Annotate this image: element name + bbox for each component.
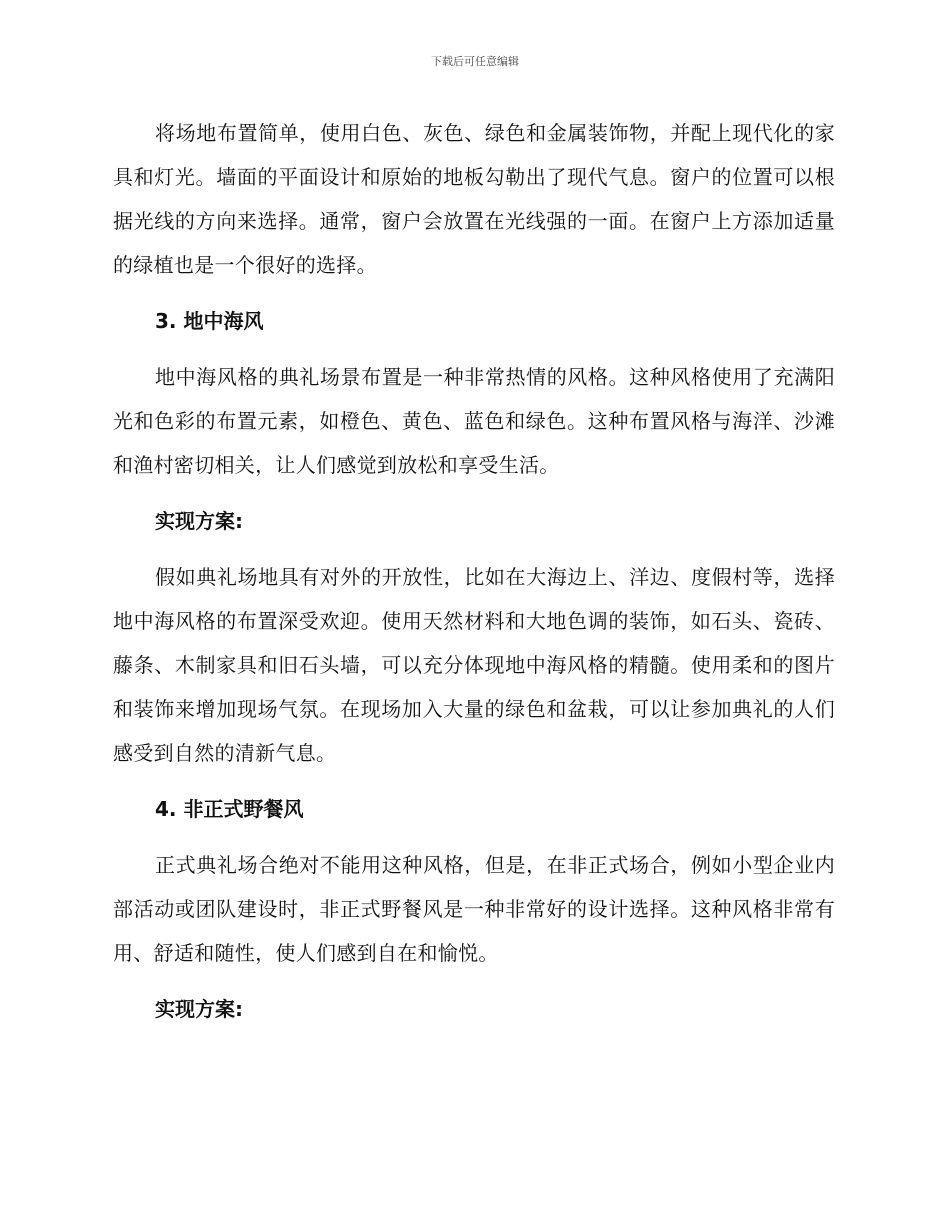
heading-informal-picnic: 4. 非正式野餐风: [155, 797, 304, 821]
paragraph-informal-picnic: 正式典礼场合绝对不能用这种风格，但是，在非正式场合，例如小型企业内部活动或团队建设时，非正式野餐风是一种非常好的设计选择。这种风格非常有用、舒适和随性，使人们感到自在和愉悦。: [113, 853, 835, 965]
heading-implementation-plan: 实现方案:: [155, 509, 243, 533]
paragraph-mediterranean: 地中海风格的典礼场景布置是一种非常热情的风格。这种风格使用了充满阳光和色彩的布置元素，如橙色、黄色、蓝色和绿色。这种布置风格与海洋、沙滩和渔村密切相关，让人们感觉到放松和享受生活。: [113, 365, 835, 477]
paragraph-modern-style: 将场地布置简单，使用白色、灰色、绿色和金属装饰物，并配上现代化的家具和灯光。墙面的平面设计和原始的地板勾勒出了现代气息。窗户的位置可以根据光线的方向来选择。通常，窗户会放置在光线强的一面。在窗户上方添加适量的绿植也是一个很好的选择。: [113, 121, 835, 277]
heading-mediterranean: 3. 地中海风: [155, 309, 264, 333]
paragraph-mediterranean-plan: 假如典礼场地具有对外的开放性，比如在大海边上、洋边、度假村等，选择地中海风格的布置深受欢迎。使用天然材料和大地色调的装饰，如石头、瓷砖、藤条、木制家具和旧石头墙，可以充分体现地中海风格的精髓。使用柔和的图片和装饰来增加现场气氛。在现场加入大量的绿色和盆栽，可以让参加典礼的人们感受到自然的清新气息。: [113, 565, 835, 765]
heading-implementation-plan-2: 实现方案:: [155, 997, 243, 1021]
document-body: [113, 111, 835, 1043]
page-header-note: 下载后可任意编辑: [431, 55, 519, 68]
